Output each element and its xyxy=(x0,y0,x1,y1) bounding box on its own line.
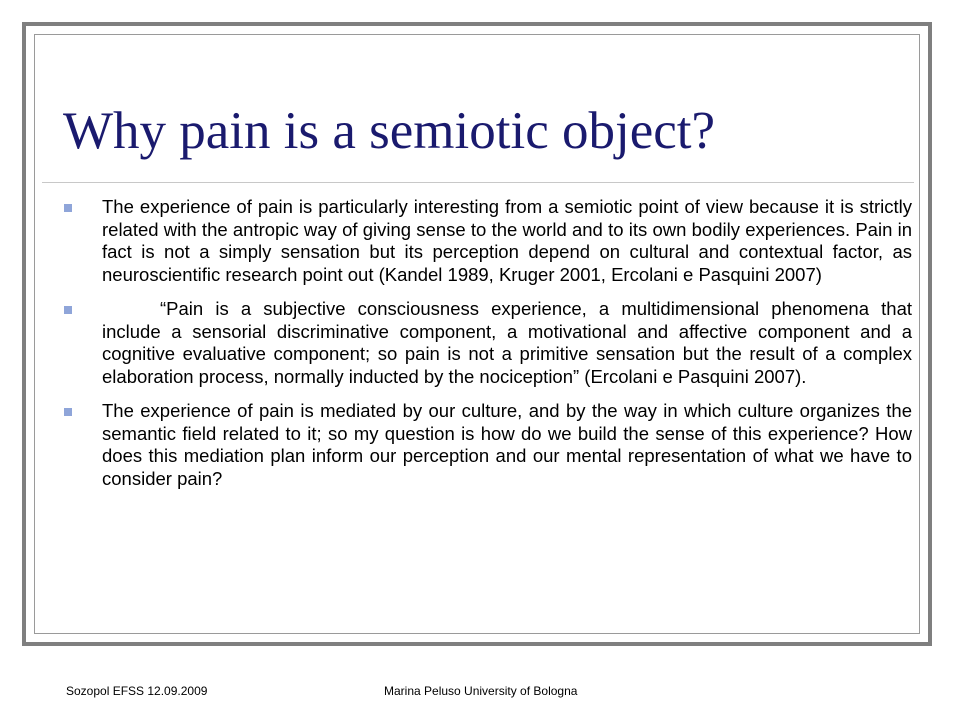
bullet-text: The experience of pain is particularly interesting from a semiotic point of view because it is strictly related with the antropic way of giving sense to the world and to its own bodily experiences. Pain in fact is not a simply sensation but its perception depend on cultural and contextual factor, as neuroscientific research point out (Kandel 1989, Kruger 2001, Ercolani e Pasquini 2007) xyxy=(102,196,912,285)
title-divider xyxy=(42,182,914,183)
square-bullet-icon xyxy=(64,408,72,416)
bullet-text: “Pain is a subjective consciousness experience, a multidimensional phenomena that include a sensorial discriminative component, a motivational and affective component and a cognitive evaluative component; so pain is not a primitive sensation but the result of a complex elaboration process, normally inducted by the nociception” (Ercolani e Pasquini 2007). xyxy=(102,298,912,387)
bullet-text: The experience of pain is mediated by our culture, and by the way in which culture organizes the semantic field related to it; so my question is how do we build the sense of this experience? How does this mediation plan inform our perception and our mental representation of what we have to consider pain? xyxy=(102,400,912,489)
bullet-item xyxy=(62,196,912,286)
slide-title: Why pain is a semiotic object? xyxy=(63,102,715,160)
footer-event-date: Sozopol EFSS 12.09.2009 xyxy=(66,684,208,698)
footer-author: Marina Peluso University of Bologna xyxy=(384,684,578,698)
bullet-item xyxy=(62,400,912,490)
square-bullet-icon xyxy=(64,306,72,314)
bullet-list xyxy=(62,196,912,502)
square-bullet-icon xyxy=(64,204,72,212)
bullet-item xyxy=(62,298,912,388)
